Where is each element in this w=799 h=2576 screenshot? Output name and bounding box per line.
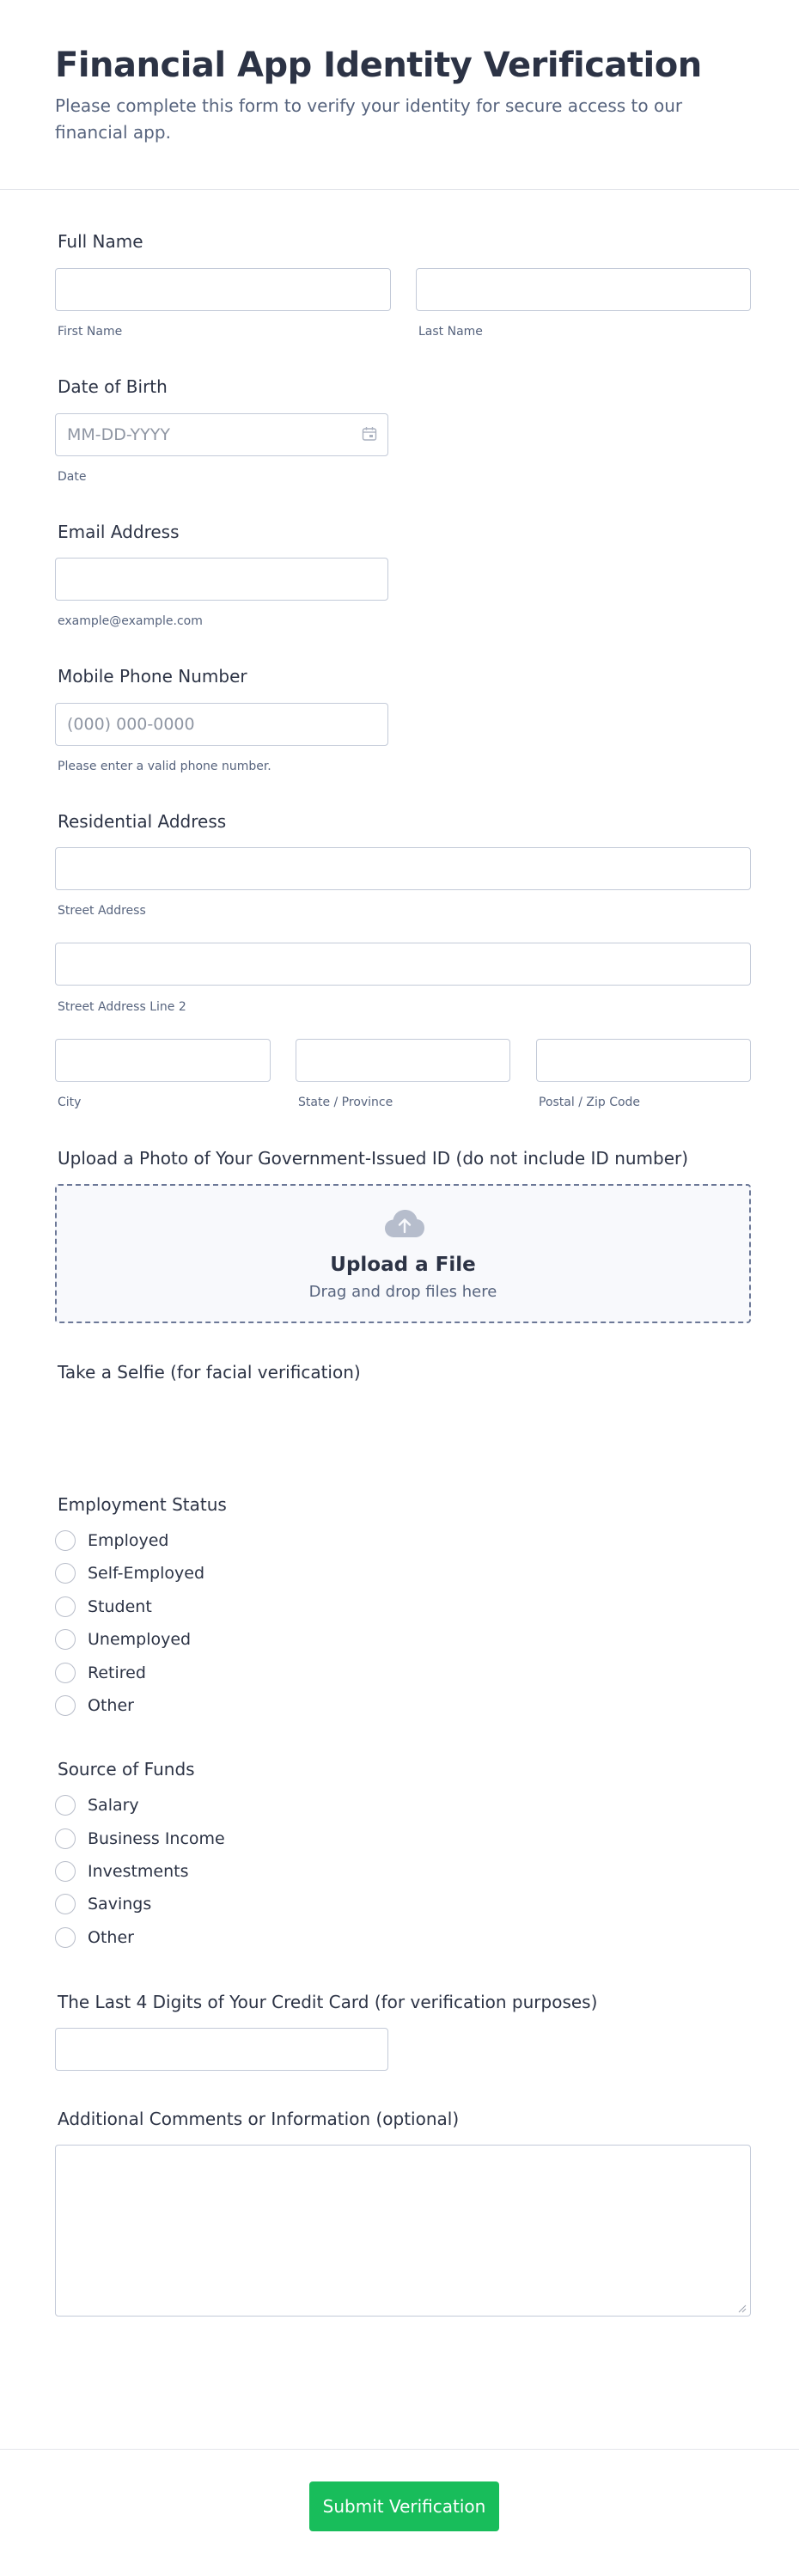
calendar-icon[interactable] [362, 426, 377, 442]
form-header [0, 0, 799, 190]
upload-label: Upload a Photo of Your Government-Issued ID (do not include ID number) [58, 1148, 689, 1169]
radio-button[interactable] [55, 1695, 76, 1716]
phone-label: Mobile Phone Number [58, 666, 247, 687]
zip-input[interactable] [536, 1039, 751, 1082]
street-address-input[interactable] [55, 847, 751, 890]
street-address-line2-sublabel: Street Address Line 2 [58, 1000, 186, 1014]
funds-option-label: Salary [88, 1796, 139, 1815]
employment-option[interactable] [55, 1628, 191, 1651]
employment-option-label: Self-Employed [88, 1564, 205, 1583]
state-input[interactable] [296, 1039, 510, 1082]
phone-input[interactable] [55, 703, 388, 746]
full-name-label: Full Name [58, 231, 143, 252]
selfie-label: Take a Selfie (for facial verification) [58, 1362, 361, 1383]
funds-option[interactable] [55, 1860, 189, 1883]
file-upload-dropzone[interactable] [55, 1184, 751, 1323]
first-name-sublabel: First Name [58, 325, 123, 339]
zip-sublabel: Postal / Zip Code [539, 1096, 641, 1109]
phone-sublabel: Please enter a valid phone number. [58, 760, 271, 773]
employment-option[interactable] [55, 1596, 152, 1618]
employment-option-label: Employed [88, 1531, 169, 1550]
radio-button[interactable] [55, 1629, 76, 1650]
first-name-input[interactable] [55, 268, 391, 311]
form-subtitle: Please complete this form to verify your identity for secure access to our financial app. [55, 95, 683, 143]
email-input[interactable] [55, 558, 388, 601]
submit-verification-button[interactable]: Submit Verification [309, 2481, 499, 2531]
form-title: Financial App Identity Verification [55, 46, 702, 85]
dob-placeholder: MM-DD-YYYY [67, 425, 170, 444]
employment-option[interactable] [55, 1694, 134, 1717]
radio-button[interactable] [55, 1563, 76, 1584]
employment-option[interactable] [55, 1562, 204, 1584]
employment-option-label: Student [88, 1597, 152, 1616]
last-name-sublabel: Last Name [418, 325, 483, 339]
radio-button[interactable] [55, 1663, 76, 1683]
card-digits-input[interactable] [55, 2028, 388, 2071]
upload-hint: Drag and drop files here [308, 1283, 497, 1301]
radio-button[interactable] [55, 1795, 76, 1816]
comments-label: Additional Comments or Information (optional) [58, 2109, 460, 2129]
email-label: Email Address [58, 522, 180, 542]
employment-option-label: Unemployed [88, 1630, 192, 1649]
employment-option-label: Retired [88, 1663, 146, 1682]
street-address-line2-input[interactable] [55, 943, 751, 986]
state-sublabel: State / Province [298, 1096, 393, 1109]
funds-label: Source of Funds [58, 1759, 195, 1779]
address-label: Residential Address [58, 811, 227, 832]
funds-option[interactable] [55, 1794, 139, 1816]
street-address-sublabel: Street Address [58, 904, 146, 918]
comments-textarea[interactable] [55, 2145, 751, 2317]
dob-sublabel: Date [58, 470, 87, 484]
employment-option[interactable] [55, 1529, 168, 1552]
radio-button[interactable] [55, 1861, 76, 1882]
phone-placeholder: (000) 000-0000 [67, 715, 195, 734]
card-label: The Last 4 Digits of Your Credit Card (for verification purposes) [58, 1992, 598, 2012]
radio-button[interactable] [55, 1530, 76, 1551]
radio-button[interactable] [55, 1927, 76, 1948]
upload-cloud-icon [384, 1208, 425, 1239]
city-sublabel: City [58, 1096, 82, 1109]
last-name-input[interactable] [416, 268, 751, 311]
funds-option-label: Business Income [88, 1829, 225, 1848]
funds-option[interactable] [55, 1926, 134, 1949]
dob-label: Date of Birth [58, 376, 168, 397]
funds-option-label: Savings [88, 1895, 152, 1914]
employment-option[interactable] [55, 1662, 146, 1684]
funds-option-label: Other [88, 1928, 134, 1947]
employment-label: Employment Status [58, 1494, 227, 1515]
radio-button[interactable] [55, 1894, 76, 1914]
employment-option-label: Other [88, 1696, 134, 1715]
city-input[interactable] [55, 1039, 271, 1082]
upload-title: Upload a File [330, 1254, 476, 1276]
funds-option[interactable] [55, 1828, 225, 1850]
resize-handle-icon[interactable] [738, 2304, 747, 2313]
funds-option[interactable] [55, 1893, 151, 1915]
email-sublabel: example@example.com [58, 614, 203, 628]
dob-input[interactable] [55, 413, 388, 456]
form-footer [0, 2449, 799, 2576]
funds-option-label: Investments [88, 1862, 189, 1881]
radio-button[interactable] [55, 1596, 76, 1617]
radio-button[interactable] [55, 1828, 76, 1849]
